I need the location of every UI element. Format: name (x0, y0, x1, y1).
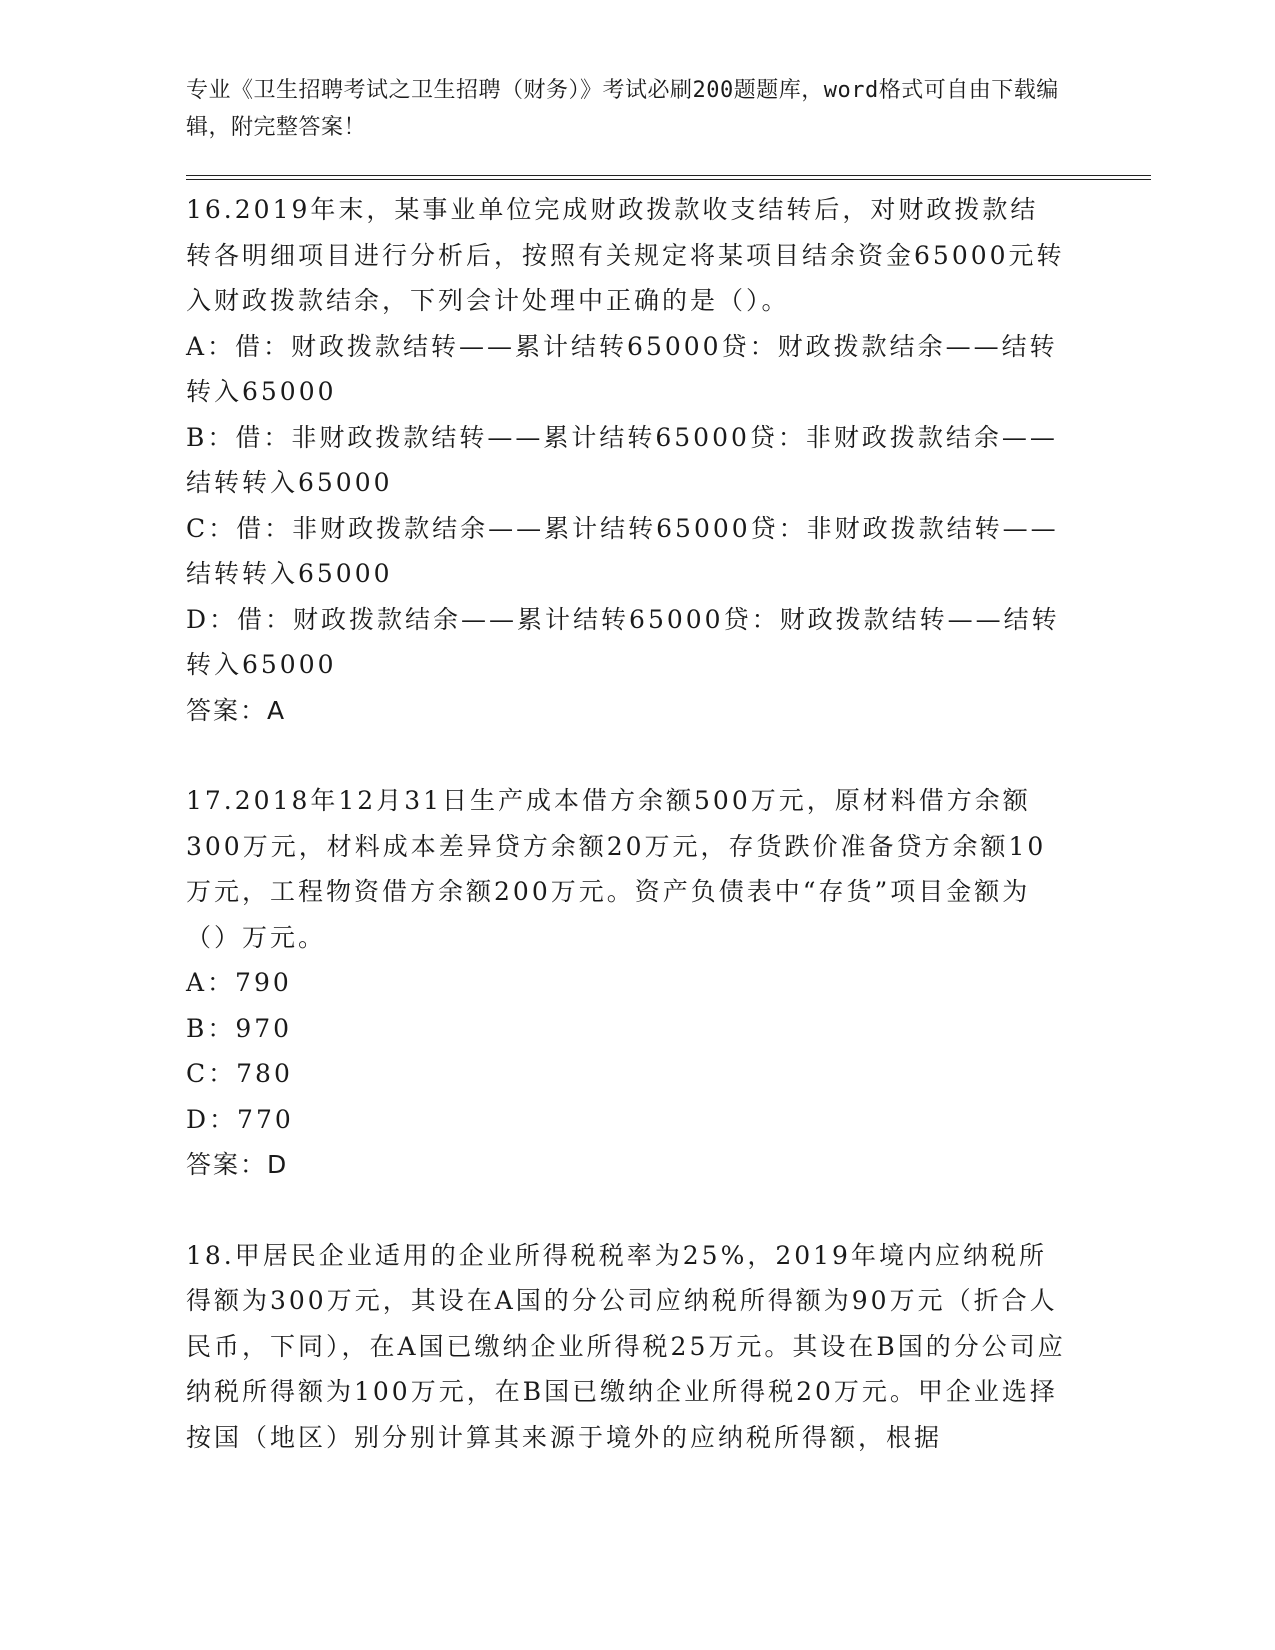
document-header: 专业《卫生招聘考试之卫生招聘（财务）》考试必刷200题题库，word格式可自由下载编辑，附完整答案！ (186, 78, 1059, 140)
question-stem: 18.甲居民企业适用的企业所得税税率为25%，2019年境内应纳税所得额为300万元，其设在A国的分公司应纳税所得额为90万元（折合人民币，下同），在A国已缴纳企业所得税25万元。其设在B国的分公司应纳税所得额为100万元，在B国已缴纳企业所得税20万元。甲企业选择按国（地区）别分别计算其来源于境外的应纳税所得额，根据 (186, 1240, 1066, 1452)
option-b: B：借：非财政拨款结转——累计结转65000贷：非财政拨款结余——结转转入65000 (186, 422, 1058, 497)
option-b: B：970 (186, 1013, 293, 1043)
question-stem: 16.2019年末，某事业单位完成财政拨款收支结转后，对财政拨款结转各明细项目进行分析后，按照有关规定将某项目结余资金65000元转入财政拨款结余，下列会计处理中正确的是（）。 (186, 195, 1065, 315)
option-a: A：790 (186, 968, 292, 997)
answer: 答案：D (186, 1150, 289, 1179)
option-d: D：770 (186, 1104, 294, 1134)
question-17 (186, 778, 1066, 1188)
option-c: C：借：非财政拨款结余——累计结转65000贷：非财政拨款结转——结转转入65000 (186, 513, 1059, 588)
option-c: C：780 (186, 1059, 293, 1088)
question-18 (186, 1233, 1066, 1461)
question-16 (186, 187, 1066, 733)
question-stem: 17.2018年12月31日生产成本借方余额500万元，原材料借方余额300万元，材料成本差异贷方余额20万元，存货跌价准备贷方余额10万元，工程物资借方余额200万元。资产负债表中“存货”项目金额为（）万元。 (186, 786, 1047, 952)
answer: 答案：A (186, 695, 287, 725)
question-list (186, 187, 1066, 1460)
option-d: D：借：财政拨款结余——累计结转65000贷：财政拨款结转——结转转入65000 (186, 604, 1060, 679)
option-a: A：借：财政拨款结转——累计结转65000贷：财政拨款结余——结转转入65000 (186, 331, 1058, 406)
header-divider (186, 175, 1151, 180)
